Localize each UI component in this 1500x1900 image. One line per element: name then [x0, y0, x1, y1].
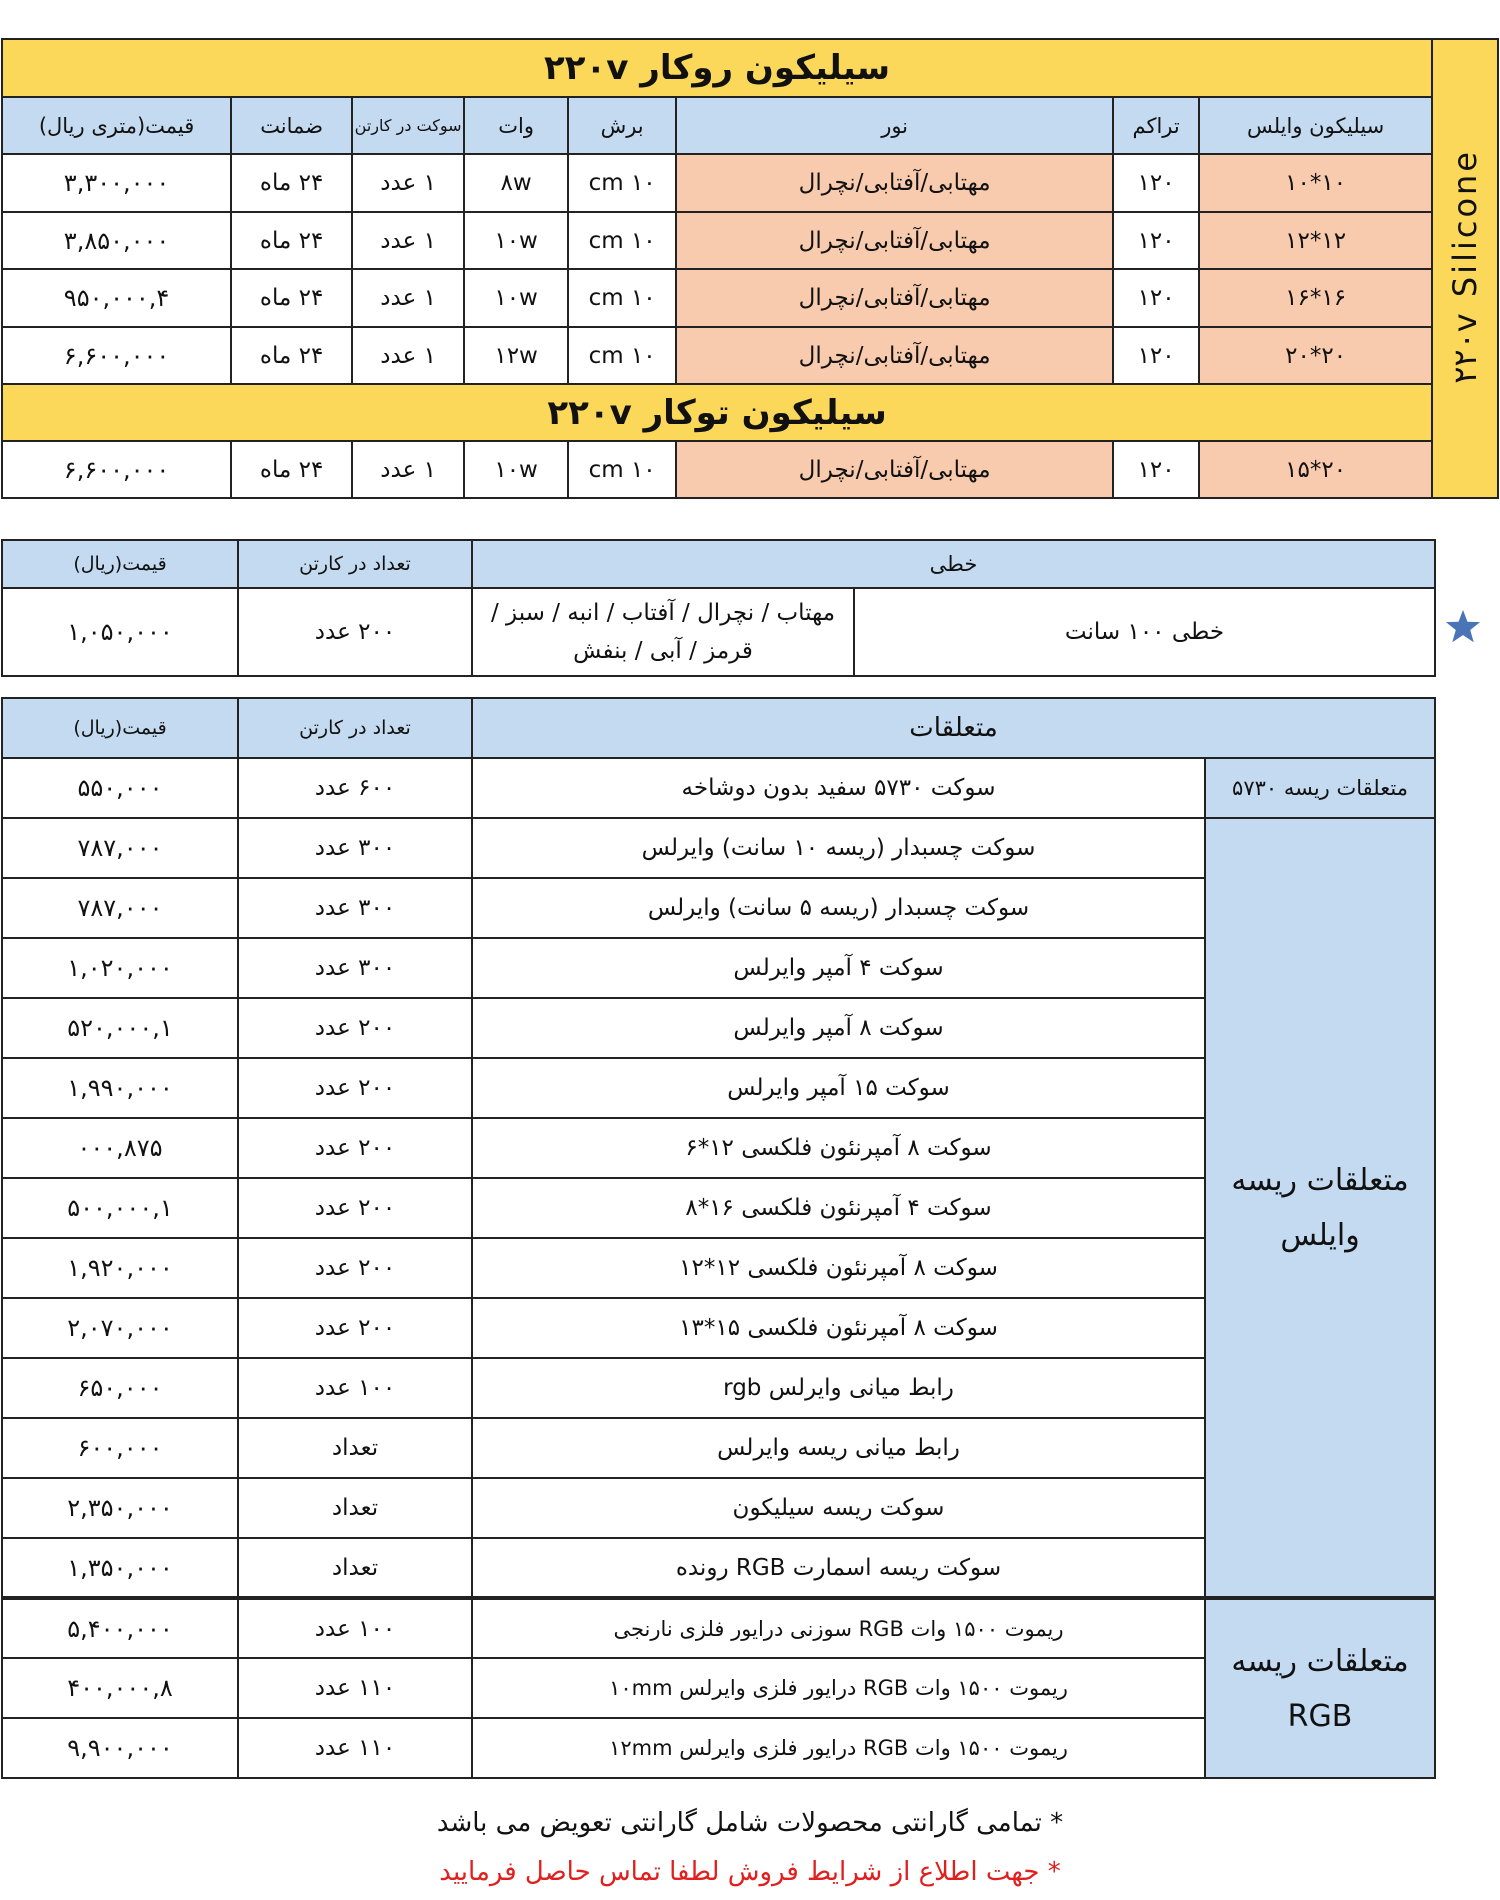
linear-colors-line1: مهتاب / نچرال / آفتاب / انبه / سبز / — [490, 600, 836, 626]
cell-light: مهتابی/آفتابی/نچرال — [676, 441, 1113, 498]
cell-light: مهتابی/آفتابی/نچرال — [676, 269, 1113, 327]
cell-price: ٨,۴٠٠,٠٠٠ — [2, 1658, 238, 1718]
cell-price: ۶,۶٠٠,٠٠٠ — [2, 441, 231, 498]
cell-qty: ١٠٠ عدد — [238, 1358, 472, 1418]
linear-per-carton-header: تعداد در کارتن — [238, 540, 472, 588]
cell-qty: ٢٠٠ عدد — [238, 1238, 472, 1298]
linear-price: ١,٠۵٠,٠٠٠ — [2, 588, 238, 676]
section-title-surface: سیلیکون روکار ٢٢٠v — [2, 39, 1432, 97]
cell-price: ٨٧۵,٠٠٠ — [2, 1118, 238, 1178]
cell-watt: ٨w — [464, 154, 568, 212]
table-row — [2, 758, 1435, 818]
cell-watt: ١٢w — [464, 327, 568, 384]
linear-price-table — [1, 539, 1436, 677]
cell-item: سوکت ٨ آمپر وایرلس — [472, 998, 1205, 1058]
linear-name: خطی ١٠٠ سانت — [854, 588, 1435, 676]
header-cut: برش — [568, 97, 676, 154]
header-watt: وات — [464, 97, 568, 154]
cell-per-carton: ١ عدد — [352, 212, 464, 269]
silicone-price-table — [1, 38, 1499, 499]
cell-density: ١٢٠ — [1113, 212, 1199, 269]
cell-qty: ٣٠٠ عدد — [238, 938, 472, 998]
cell-warranty: ٢۴ ماه — [231, 212, 352, 269]
cell-item: سوکت ریسه اسمارت RGB رونده — [472, 1538, 1205, 1598]
cell-qty: ٢٠٠ عدد — [238, 1058, 472, 1118]
cell-price: ١,٩٢٠,٠٠٠ — [2, 1238, 238, 1298]
group-wireless-label — [1205, 818, 1435, 1598]
linear-colors-line2: قرمز / آبی / بنفش — [573, 638, 753, 664]
cell-cut: ١٠ cm — [568, 441, 676, 498]
cell-price: ٧٨٧,٠٠٠ — [2, 878, 238, 938]
cell-warranty: ٢۴ ماه — [231, 327, 352, 384]
cell-item: سوکت ١۵ آمپر وایرلس — [472, 1058, 1205, 1118]
cell-model: ٢٠*٢٠ — [1199, 327, 1432, 384]
cell-item: سوکت ریسه سیلیکون — [472, 1478, 1205, 1538]
silicone-side-label: Silicone ٢٢٠v — [1446, 149, 1485, 384]
cell-item: سوکت چسبدار (ریسه ۵ سانت) وایرلس — [472, 878, 1205, 938]
cell-qty: ٢٠٠ عدد — [238, 1178, 472, 1238]
cell-price: ۵۵٠,٠٠٠ — [2, 758, 238, 818]
cell-price: ١,٣۵٠,٠٠٠ — [2, 1538, 238, 1598]
header-per-carton: سوکت در کارتن — [352, 97, 464, 154]
header-warranty: ضمانت — [231, 97, 352, 154]
cell-qty: ١٠٠ عدد — [238, 1598, 472, 1658]
cell-item: سوکت ۴ آمپر وایرلس — [472, 938, 1205, 998]
header-model: سیلیکون وایلس — [1199, 97, 1432, 154]
linear-price-header: قیمت(ریال) — [2, 540, 238, 588]
cell-qty: ٣٠٠ عدد — [238, 818, 472, 878]
cell-qty: ۶٠٠ عدد — [238, 758, 472, 818]
cell-price: ٢,٠٧٠,٠٠٠ — [2, 1298, 238, 1358]
cell-model: ٢٠*١۵ — [1199, 441, 1432, 498]
cell-light: مهتابی/آفتابی/نچرال — [676, 327, 1113, 384]
accessories-price-table — [1, 697, 1436, 1779]
table-row — [2, 327, 1498, 384]
cell-item: سوکت ٨ آمپرنئون فلکسی ١٢*١٢ — [472, 1238, 1205, 1298]
cell-qty: تعداد — [238, 1418, 472, 1478]
cell-price: ٣,٨۵٠,٠٠٠ — [2, 212, 231, 269]
cell-per-carton: ١ عدد — [352, 327, 464, 384]
cell-per-carton: ١ عدد — [352, 441, 464, 498]
cell-item: رابط میانی وایرلس rgb — [472, 1358, 1205, 1418]
cell-cut: ١٠ cm — [568, 212, 676, 269]
cell-price: ۶,۶٠٠,٠٠٠ — [2, 327, 231, 384]
cell-item: ریموت ١۵٠٠ وات RGB سوزنی درایور فلزی نارنجی — [472, 1598, 1205, 1658]
cell-density: ١٢٠ — [1113, 269, 1199, 327]
cell-cut: ١٠ cm — [568, 154, 676, 212]
cell-item: سوکت ۵٧٣٠ سفید بدون دوشاخه — [472, 758, 1205, 818]
linear-per-carton: ٢٠٠ عدد — [238, 588, 472, 676]
cell-price: ۶۵٠,٠٠٠ — [2, 1358, 238, 1418]
cell-per-carton: ١ عدد — [352, 154, 464, 212]
cell-watt: ١٠w — [464, 269, 568, 327]
linear-title: خطی — [472, 540, 1435, 588]
cell-item: سوکت چسبدار (ریسه ١٠ سانت) وایرلس — [472, 818, 1205, 878]
cell-qty: ١١٠ عدد — [238, 1718, 472, 1778]
cell-price: ١,٠٢٠,٠٠٠ — [2, 938, 238, 998]
header-light: نور — [676, 97, 1113, 154]
cell-price: ٧٨٧,٠٠٠ — [2, 818, 238, 878]
cell-price: ۴,٩۵٠,٠٠٠ — [2, 269, 231, 327]
table-row — [2, 154, 1498, 212]
cell-item: ریموت ١۵٠٠ وات RGB درایور فلزی وایرلس ١٠mm — [472, 1658, 1205, 1718]
group-wireless-text: متعلقات ریسه وایلس — [1231, 1162, 1409, 1253]
header-price: قیمت(متری ریال) — [2, 97, 231, 154]
cell-item: ریموت ١۵٠٠ وات RGB درایور فلزی وایرلس ١٢mm — [472, 1718, 1205, 1778]
cell-warranty: ٢۴ ماه — [231, 154, 352, 212]
cell-model: ١۶*١۶ — [1199, 269, 1432, 327]
group-5730-label: متعلقات ریسه ۵٧٣٠ — [1205, 758, 1435, 818]
table-row — [2, 1598, 1435, 1658]
cell-density: ١٢٠ — [1113, 327, 1199, 384]
header-density: تراکم — [1113, 97, 1199, 154]
accessories-per-carton-header: تعداد در کارتن — [238, 698, 472, 758]
warranty-note: * تمامی گارانتی محصولات شامل گارانتی تعویض می باشد — [436, 1808, 1064, 1838]
cell-warranty: ٢۴ ماه — [231, 441, 352, 498]
group-rgb-line2: RGB — [1287, 1698, 1353, 1734]
cell-model: ١٢*١٢ — [1199, 212, 1432, 269]
cell-price: ۵,۴٠٠,٠٠٠ — [2, 1598, 238, 1658]
cell-watt: ١٠w — [464, 212, 568, 269]
cell-per-carton: ١ عدد — [352, 269, 464, 327]
cell-qty: ٣٠٠ عدد — [238, 878, 472, 938]
cell-item: رابط میانی ریسه وایرلس — [472, 1418, 1205, 1478]
accessories-price-header: قیمت(ریال) — [2, 698, 238, 758]
linear-colors — [472, 588, 854, 676]
cell-price: ۶٠٠,٠٠٠ — [2, 1418, 238, 1478]
cell-cut: ١٠ cm — [568, 327, 676, 384]
silicone-side-label-cell — [1432, 39, 1498, 498]
cell-qty: ٢٠٠ عدد — [238, 1298, 472, 1358]
cell-item: سوکت ٨ آمپرنئون فلکسی ١۵*١٣ — [472, 1298, 1205, 1358]
group-rgb-line1: متعلقات ریسه — [1231, 1643, 1409, 1679]
cell-light: مهتابی/آفتابی/نچرال — [676, 154, 1113, 212]
cell-qty: تعداد — [238, 1478, 472, 1538]
section-title-recessed: سیلیکون توکار ٢٢٠v — [2, 384, 1432, 441]
cell-watt: ١٠w — [464, 441, 568, 498]
cell-qty: ٢٠٠ عدد — [238, 1118, 472, 1178]
table-row — [2, 212, 1498, 269]
cell-price: ٢,٣۵٠,٠٠٠ — [2, 1478, 238, 1538]
cell-light: مهتابی/آفتابی/نچرال — [676, 212, 1113, 269]
cell-qty: ٢٠٠ عدد — [238, 998, 472, 1058]
cell-price: ٣,٣٠٠,٠٠٠ — [2, 154, 231, 212]
cell-warranty: ٢۴ ماه — [231, 269, 352, 327]
cell-density: ١٢٠ — [1113, 154, 1199, 212]
star-icon — [1444, 608, 1482, 646]
cell-item: سوکت ٨ آمپرنئون فلکسی ١٢*۶ — [472, 1118, 1205, 1178]
cell-price: ١,۵٠٠,٠٠٠ — [2, 1178, 238, 1238]
table-row — [2, 441, 1498, 498]
accessories-title: متعلقات — [472, 698, 1435, 758]
cell-model: ١٠*١٠ — [1199, 154, 1432, 212]
table-row — [2, 269, 1498, 327]
cell-density: ١٢٠ — [1113, 441, 1199, 498]
group-rgb-label — [1205, 1598, 1435, 1778]
table-row — [2, 818, 1435, 878]
cell-price: ٩,٩٠٠,٠٠٠ — [2, 1718, 238, 1778]
cell-qty: تعداد — [238, 1538, 472, 1598]
cell-price: ١,۵٢٠,٠٠٠ — [2, 998, 238, 1058]
cell-price: ١,٩٩٠,٠٠٠ — [2, 1058, 238, 1118]
cell-item: سوکت ۴ آمپرنئون فلکسی ١۶*٨ — [472, 1178, 1205, 1238]
cell-cut: ١٠ cm — [568, 269, 676, 327]
cell-qty: ١١٠ عدد — [238, 1658, 472, 1718]
table-row — [2, 588, 1435, 676]
contact-note: * جهت اطلاع از شرایط فروش لطفا تماس حاصل فرمایید — [439, 1857, 1061, 1887]
